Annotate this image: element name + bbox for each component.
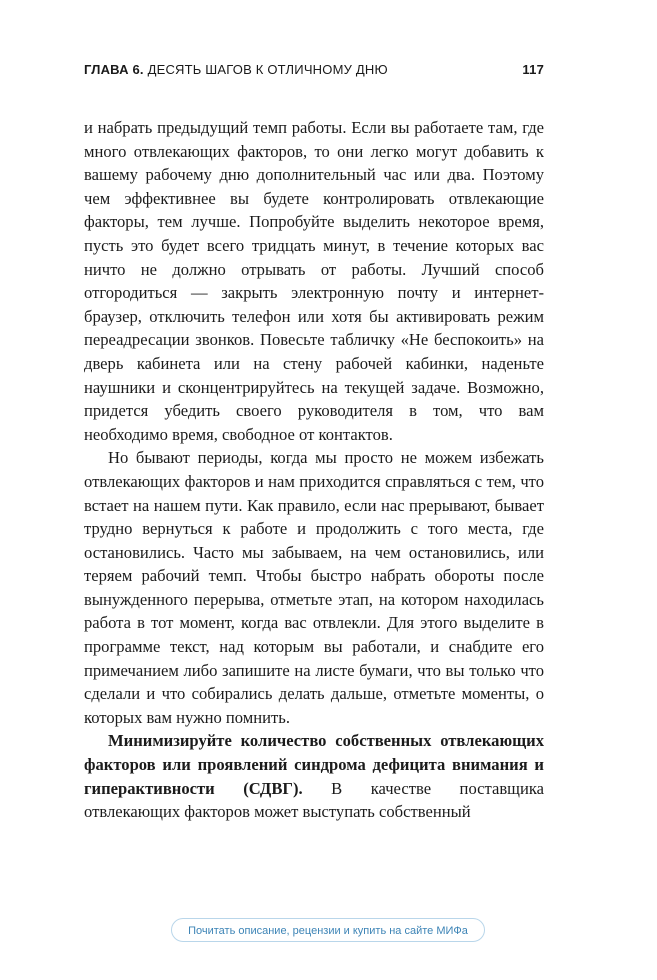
paragraph-lead: Минимизируйте количество собственных отвлекающих факторов или проявлений синдрома дефицита внимания и гиперактивности (СДВГ). [84,731,544,798]
chapter-title: ДЕСЯТЬ ШАГОВ К ОТЛИЧНОМУ ДНЮ [147,62,388,77]
paragraph-text: В качестве поставщика отвлекающих факторов может выступать собственный [84,778,545,822]
running-head [84,62,544,77]
chapter-label: ГЛАВА 6. [84,62,144,77]
promo-link[interactable]: Почитать описание, рецензии и купить на сайте МИФа [171,918,485,942]
paragraph: Но бывают периоды, когда мы просто не можем избежать отвлекающих факторов и нам приходится справляться с тем, что встает на нашем пути. Как правило, если нас прерывают, бывает трудно вернуться к работе и продолжить с того места, где остановились. Часто мы забываем, на чем остановились, или теряем рабочий темп. Чтобы быстро набрать обороты после вынужденного перерыва, отметьте этап, на котором находилась работа в тот момент, когда вас отвлекли. Для этого выделите в программе текст, над которым вы работали, и снабдите его примечанием либо запишите на листе бумаги, что вы только что сделали и что собирались делать дальше, отметьте моменты, о которых вам нужно помнить. [84,448,544,727]
paragraph [84,729,544,823]
paragraph: и набрать предыдущий темп работы. Если вы работаете там, где много отвлекающих факторов, то они легко могут добавить к вашему рабочему дню дополнительный час или два. Поэтому чем эффективнее вы будете контролировать отвлекающие факторы, тем лучше. Попробуйте выделить некоторое время, пусть это будет всего тридцать минут, в течение которых вас ничто не должно отрывать от работы. Лучший способ отгородиться — закрыть электронную почту и интернет-браузер, отключить телефон или хотя бы активировать режим переадресации звонков. Повесьте табличку «Не беспокоить» на дверь кабинета или на стену рабочей кабинки, наденьте наушники и сконцентрируйтесь на текущей задаче. Возможно, придется убедить своего руководителя в том, что вам необходимо время, свободное от контактов. [84,118,544,444]
body-text [84,116,544,824]
page-number: 117 [522,62,544,77]
